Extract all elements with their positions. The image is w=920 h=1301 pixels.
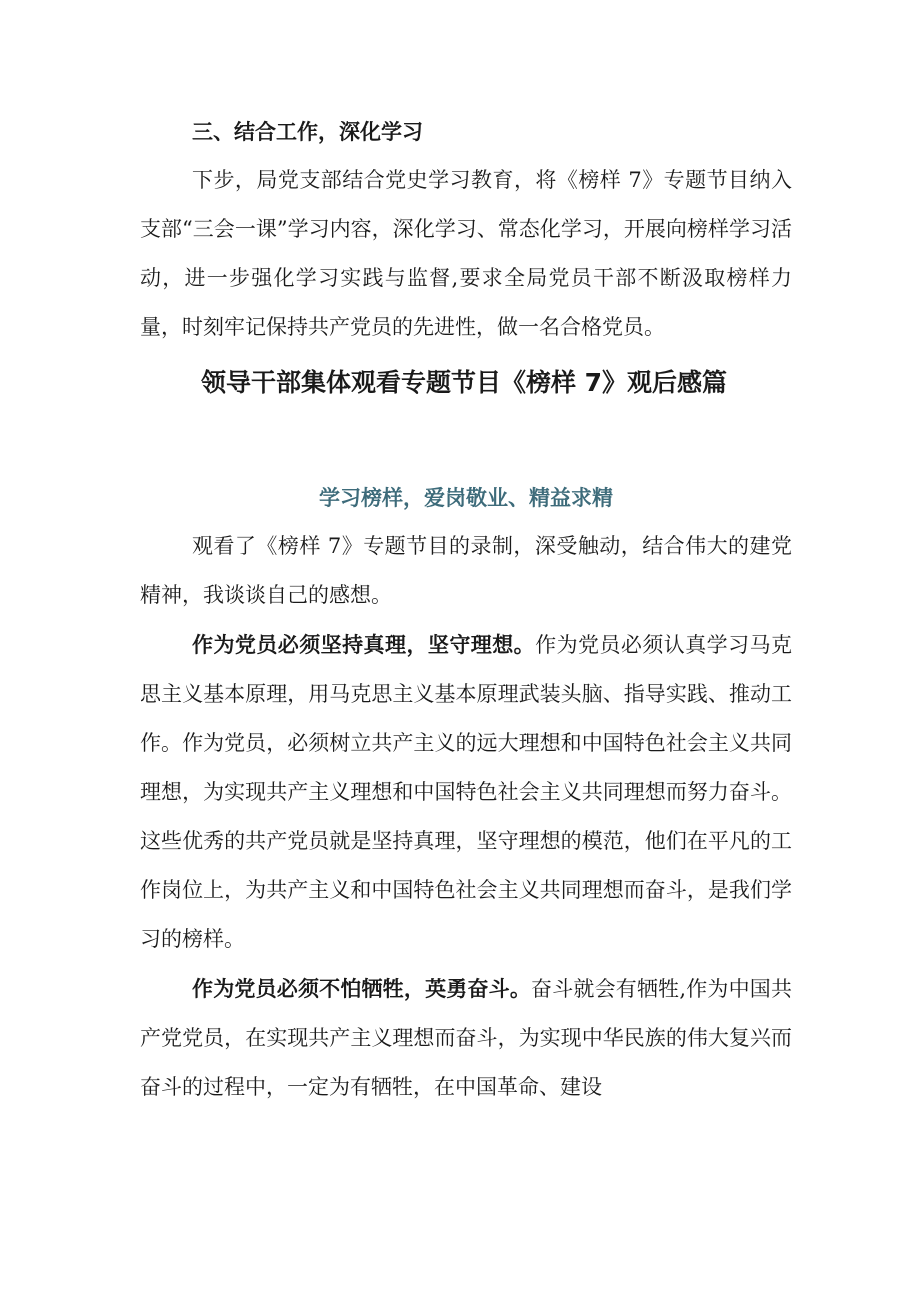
- point-paragraph-truth: [140, 620, 792, 964]
- point-body-truth: 作为党员必须认真学习马克思主义基本原理，用马克思主义基本原理武装头脑、指导实践、推动工作。作为党员，必须树立共产主义的远大理想和中国特色社会主义共同理想，为实现共产主义理想和中国特色社会主义共同理想而努力奋斗。这些优秀的共产党员就是坚持真理，坚守理想的模范，他们在平凡的工作岗位上，为共产主义和中国特色社会主义共同理想而奋斗，是我们学习的榜样。: [140, 633, 793, 951]
- intro-paragraph: 观看了《榜样 7》专题节目的录制，深受触动，结合伟大的建党精神，我谈谈自己的感想。: [140, 534, 792, 607]
- point-body-sacrifice: 奋斗就会有牺牲,作为中国共产党党员，在实现共产主义理想而奋斗，为实现中华民族的伟大复兴而奋斗的过程中，一定为有牺牲，在中国革命、建设: [140, 977, 792, 1099]
- point-lead-sacrifice: 作为党员必须不怕牺牲，英勇奋斗。: [192, 976, 532, 1001]
- article-subtitle: 学习榜样，爱岗敬业、精益求精: [319, 485, 613, 510]
- point-paragraph-sacrifice: [140, 964, 792, 1112]
- section-paragraph: 下步，局党支部结合党史学习教育，将《榜样 7》专题节目纳入支部“三会一课”学习内容，深化学习、常态化学习，开展向榜样学习活动，进一步强化学习实践与监督,要求全局党员干部不断汲取榜样力量，时刻牢记保持共产党员的先进性，做一名合格党员。: [140, 168, 792, 339]
- article-title: 领导干部集体观看专题节目《榜样 7》观后感篇: [200, 368, 728, 397]
- document-page: [140, 108, 792, 1112]
- point-lead-truth: 作为党员必须坚持真理，坚守理想。: [192, 632, 536, 657]
- section-heading: 三、结合工作，深化学习: [192, 119, 423, 144]
